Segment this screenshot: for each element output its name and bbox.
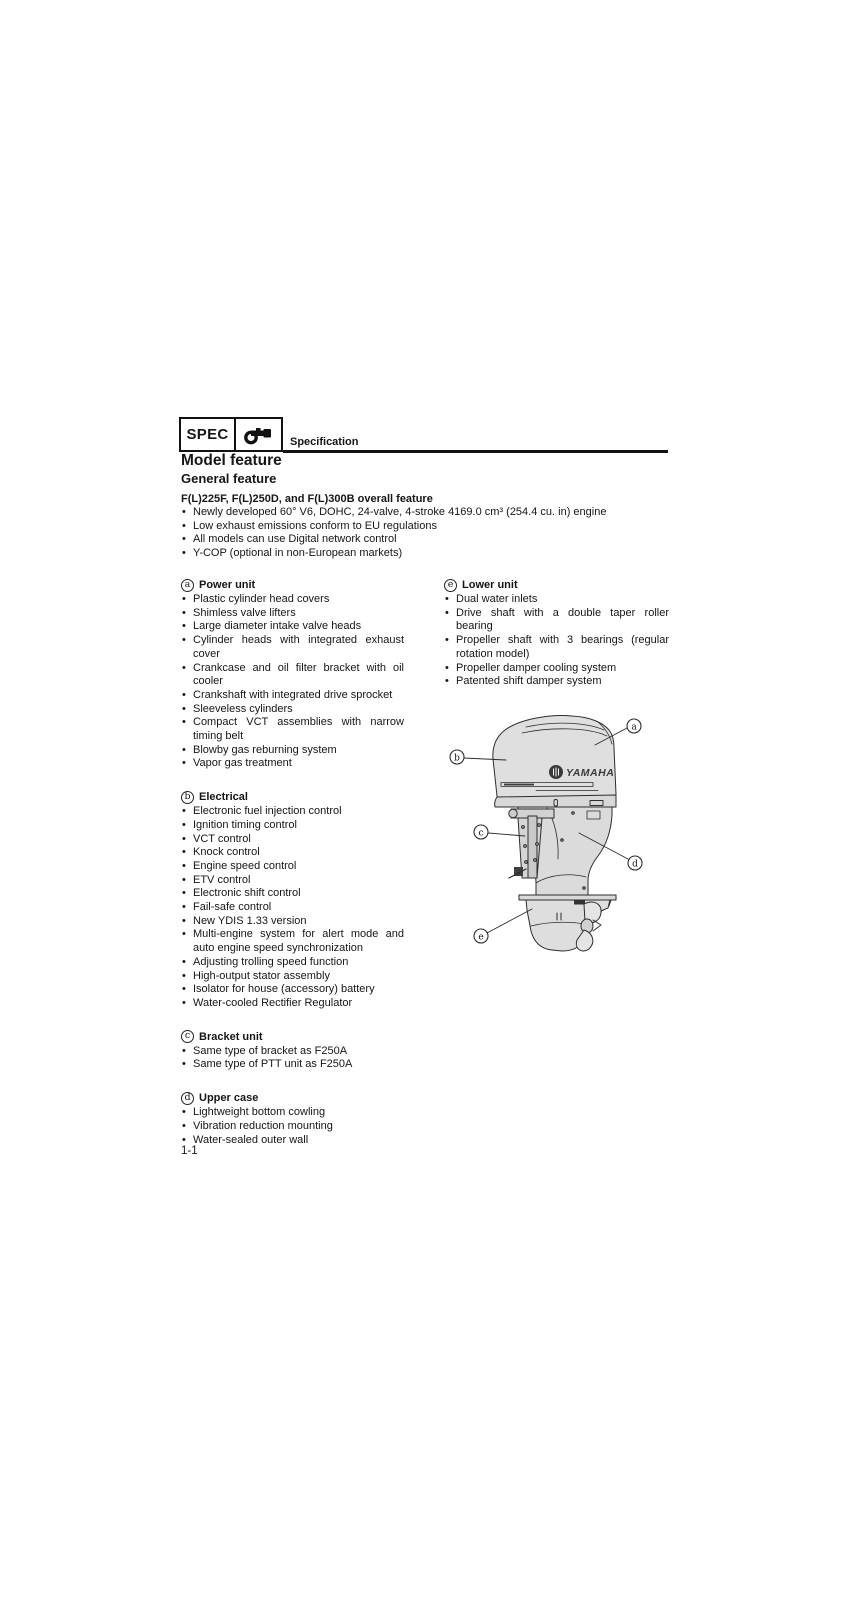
section-lower-unit: [444, 578, 669, 689]
feature-item: • Water-sealed outer wall: [181, 1134, 404, 1148]
feature-item: • Adjusting trolling speed function: [181, 956, 404, 970]
callout-e: e: [444, 579, 457, 592]
section-bracket-unit: [181, 1030, 404, 1072]
spec-tab-label: SPEC: [181, 419, 236, 450]
callout-d: d: [181, 1092, 194, 1105]
feature-item: • Patented shift damper system: [444, 675, 669, 689]
feature-item: • VCT control: [181, 833, 404, 847]
section-electrical: [181, 790, 404, 1011]
feature-item: • Blowby gas reburning system: [181, 744, 404, 758]
svg-text:e: e: [478, 932, 484, 943]
feature-item: • High-output stator assembly: [181, 970, 404, 984]
feature-item: • Electronic shift control: [181, 887, 404, 901]
left-column: [181, 578, 404, 1147]
micrometer-icon: [236, 419, 281, 450]
overall-feature-list: [181, 506, 670, 561]
feature-item: • Plastic cylinder head covers: [181, 593, 404, 607]
feature-item: • ETV control: [181, 874, 404, 888]
feature-item: • Vapor gas treatment: [181, 757, 404, 771]
feature-item: • Low exhaust emissions conform to EU regulations: [181, 520, 670, 534]
outboard-motor-figure: [438, 697, 664, 960]
feature-item: • Water-cooled Rectifier Regulator: [181, 997, 404, 1011]
feature-item: • Crankcase and oil filter bracket with oil cooler: [181, 662, 404, 689]
feature-item: • Electronic fuel injection control: [181, 805, 404, 819]
callout-b: b: [181, 791, 194, 804]
bracket-unit-list: [181, 1045, 404, 1072]
feature-item: • Engine speed control: [181, 860, 404, 874]
feature-item: • Crankshaft with integrated drive sprocket: [181, 689, 404, 703]
feature-item: • Dual water inlets: [444, 593, 669, 607]
page-subtitle: General feature: [181, 471, 277, 486]
feature-item: • Newly developed 60° V6, DOHC, 24-valve, 4-stroke 4169.0 cm³ (254.4 cu. in) engine: [181, 506, 670, 520]
feature-item: • Compact VCT assemblies with narrow timing belt: [181, 716, 404, 743]
svg-text:c: c: [478, 828, 484, 839]
feature-item: • Same type of bracket as F250A: [181, 1045, 404, 1059]
feature-item: • Sleeveless cylinders: [181, 703, 404, 717]
section-title: Electrical: [199, 791, 248, 804]
svg-text:b: b: [454, 753, 460, 764]
feature-item: • Large diameter intake valve heads: [181, 620, 404, 634]
lower-unit-list: [444, 593, 669, 689]
brand-text: YAMAHA: [566, 767, 615, 779]
feature-item: • Propeller shaft with 3 bearings (regular rotation model): [444, 634, 669, 661]
section-title: Lower unit: [462, 579, 518, 591]
section-power-unit: [181, 578, 404, 771]
feature-item: • New YDIS 1.33 version: [181, 915, 404, 929]
feature-item: • Multi-engine system for alert mode and auto engine speed synchronization: [181, 928, 404, 955]
feature-item: • Cylinder heads with integrated exhaust cover: [181, 634, 404, 661]
top-cowling: [493, 716, 616, 802]
feature-item: • Ignition timing control: [181, 819, 404, 833]
feature-item: • Isolator for house (accessory) battery: [181, 983, 404, 997]
callout-c: c: [181, 1030, 194, 1043]
svg-text:a: a: [631, 722, 637, 733]
page-title: Model feature: [181, 452, 282, 469]
section-title: Upper case: [199, 1092, 259, 1105]
feature-item: • Y-COP (optional in non-European markets): [181, 547, 670, 561]
power-unit-list: [181, 593, 404, 771]
feature-item: • All models can use Digital network control: [181, 533, 670, 547]
callout-a: a: [181, 579, 194, 592]
electrical-list: [181, 805, 404, 1011]
feature-item: • Shimless valve lifters: [181, 607, 404, 621]
section-title: Bracket unit: [199, 1030, 263, 1043]
upper-case-list: [181, 1106, 404, 1147]
feature-item: • Propeller damper cooling system: [444, 662, 669, 676]
section-upper-case: [181, 1091, 404, 1147]
chapter-label: Specification: [290, 436, 359, 448]
right-column: [444, 578, 669, 689]
page-number: 1-1: [181, 1145, 198, 1157]
yamaha-logo: [549, 765, 614, 779]
feature-item: • Knock control: [181, 846, 404, 860]
svg-text:d: d: [632, 859, 638, 870]
feature-item: • Fail-safe control: [181, 901, 404, 915]
feature-item: • Vibration reduction mounting: [181, 1120, 404, 1134]
feature-item: • Lightweight bottom cowling: [181, 1106, 404, 1120]
overall-feature-heading: F(L)225F, F(L)250D, and F(L)300B overall feature: [181, 493, 433, 505]
feature-item: • Drive shaft with a double taper roller bearing: [444, 607, 669, 634]
section-title: Power unit: [199, 579, 256, 591]
feature-item: • Same type of PTT unit as F250A: [181, 1058, 404, 1072]
overall-feature-block: [181, 492, 670, 561]
header-rule: [283, 450, 668, 453]
anti-ventilation-plate: [519, 895, 616, 900]
spec-tab-box: [179, 417, 283, 452]
